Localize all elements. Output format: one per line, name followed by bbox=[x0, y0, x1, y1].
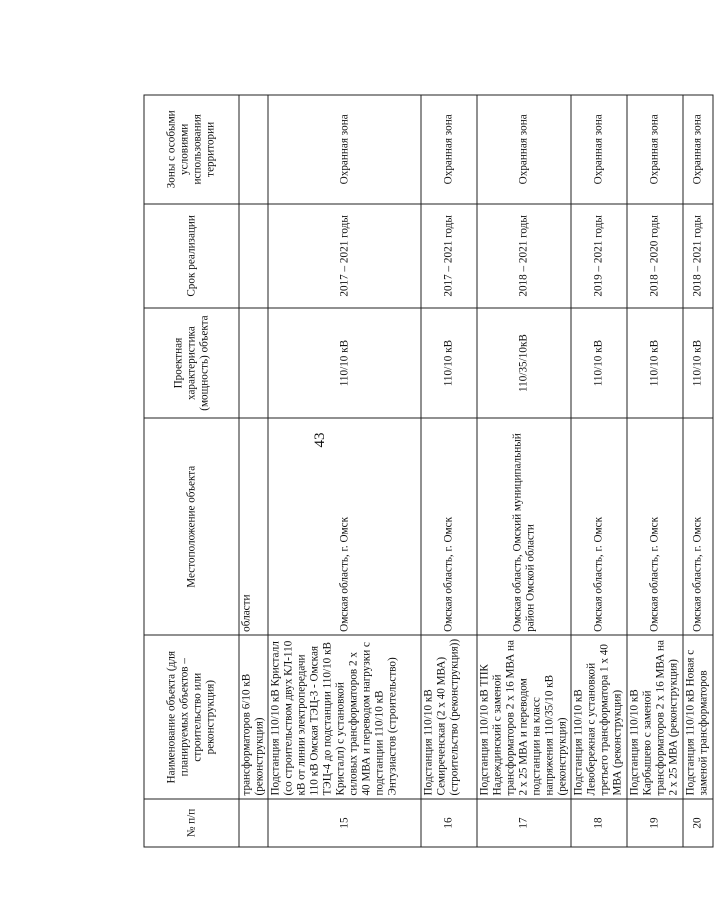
header-term: Срок реализации bbox=[144, 204, 239, 308]
table-row bbox=[477, 95, 571, 847]
cell-term: 2018 – 2021 годы bbox=[683, 204, 713, 308]
cell-term: 2018 – 2021 годы bbox=[477, 204, 571, 308]
cell-num bbox=[239, 799, 268, 847]
page-number: 43 bbox=[312, 432, 328, 448]
cell-num: 20 bbox=[683, 799, 713, 847]
cell-num: 19 bbox=[627, 799, 683, 847]
cell-capacity: 110/10 кВ bbox=[571, 308, 627, 418]
header-location: Местоположение объекта bbox=[144, 418, 239, 635]
cell-capacity: 110/10 кВ bbox=[421, 308, 477, 418]
cell-name: Подстанция 110/10 кВ Левобережная с установкой третьего трансформатора 1 х 40 МВА (реконструкция) bbox=[571, 635, 627, 799]
table-row bbox=[268, 95, 421, 847]
header-capacity: Проектная характеристика (мощность) объекта bbox=[144, 308, 239, 418]
table-header-row bbox=[144, 95, 239, 847]
cell-location: Омская область, г. Омск bbox=[571, 418, 627, 635]
cell-zone: Охранная зона bbox=[477, 95, 571, 204]
cell-zone: Охранная зона bbox=[627, 95, 683, 204]
cell-name: Подстанция 110/10 кВ Карбышево с заменой трансформаторов 2 х 16 МВА на 2 х 25 МВА (реконструкция) bbox=[627, 635, 683, 799]
cell-name: Подстанция 110/10 кВ Семиреченская (2 х 40 МВА) (строительство (реконструкция)) bbox=[421, 635, 477, 799]
cell-name: Подстанция 110/10 кВ Кристалл (со строительством двух КЛ-110 кВ от линии электропередачи 110 кВ Омская ТЭЦ-3 - Омская ТЭЦ-4 до подстанции 110/10 кВ Кристалл) с установкой силовых трансформаторов 2 х 40 МВА и переводом нагрузки с подстанции 110/10 кВ Энтузиастов (строительство) bbox=[268, 635, 421, 799]
cell-capacity: 110/10 кВ bbox=[268, 308, 421, 418]
cell-name: Подстанция 110/10 кВ Новая с заменой трансформаторов bbox=[683, 635, 713, 799]
cell-location: Омская область, г. Омск bbox=[268, 418, 421, 635]
cell-zone: Охранная зона bbox=[268, 95, 421, 204]
header-num: № п/п bbox=[144, 799, 239, 847]
cell-num: 15 bbox=[268, 799, 421, 847]
cell-num: 18 bbox=[571, 799, 627, 847]
cell-capacity: 110/10 кВ bbox=[683, 308, 713, 418]
table-row bbox=[683, 95, 713, 847]
cell-name: Подстанция 110/10 кВ ТПК Надеждинский с заменой трансформаторов 2 х 16 МВА на 2 х 25 МВА и переводом подстанции на класс напряжения 110/35/10 кВ (реконструкция) bbox=[477, 635, 571, 799]
cell-term: 2019 – 2021 годы bbox=[571, 204, 627, 308]
table-row bbox=[239, 95, 268, 847]
header-name: Наименование объекта (для планируемых объектов – строительство или реконструкция) bbox=[144, 635, 239, 799]
cell-zone: Охранная зона bbox=[421, 95, 477, 204]
cell-capacity: 110/35/10кВ bbox=[477, 308, 571, 418]
table-row bbox=[421, 95, 477, 847]
cell-name: трансформаторов 6/10 кВ (реконструкция) bbox=[239, 635, 268, 799]
cell-location: Омская область, г. Омск bbox=[627, 418, 683, 635]
cell-term: 2017 – 2021 годы bbox=[268, 204, 421, 308]
cell-zone: Охранная зона bbox=[683, 95, 713, 204]
table-row bbox=[627, 95, 683, 847]
header-zones: Зоны с особыми условиями использования территории bbox=[144, 95, 239, 204]
cell-zone bbox=[239, 95, 268, 204]
cell-location: Омская область, г. Омск bbox=[683, 418, 713, 635]
cell-capacity: 110/10 кВ bbox=[627, 308, 683, 418]
cell-location: Омская область, Омский муниципальный район Омской области bbox=[477, 418, 571, 635]
cell-capacity bbox=[239, 308, 268, 418]
table-row bbox=[571, 95, 627, 847]
cell-term bbox=[239, 204, 268, 308]
cell-term: 2018 – 2020 годы bbox=[627, 204, 683, 308]
cell-num: 16 bbox=[421, 799, 477, 847]
cell-term: 2017 – 2021 годы bbox=[421, 204, 477, 308]
cell-location: области bbox=[239, 418, 268, 635]
cell-num: 17 bbox=[477, 799, 571, 847]
cell-zone: Охранная зона bbox=[571, 95, 627, 204]
planned-objects-table bbox=[144, 95, 714, 848]
cell-location: Омская область, г. Омск bbox=[421, 418, 477, 635]
